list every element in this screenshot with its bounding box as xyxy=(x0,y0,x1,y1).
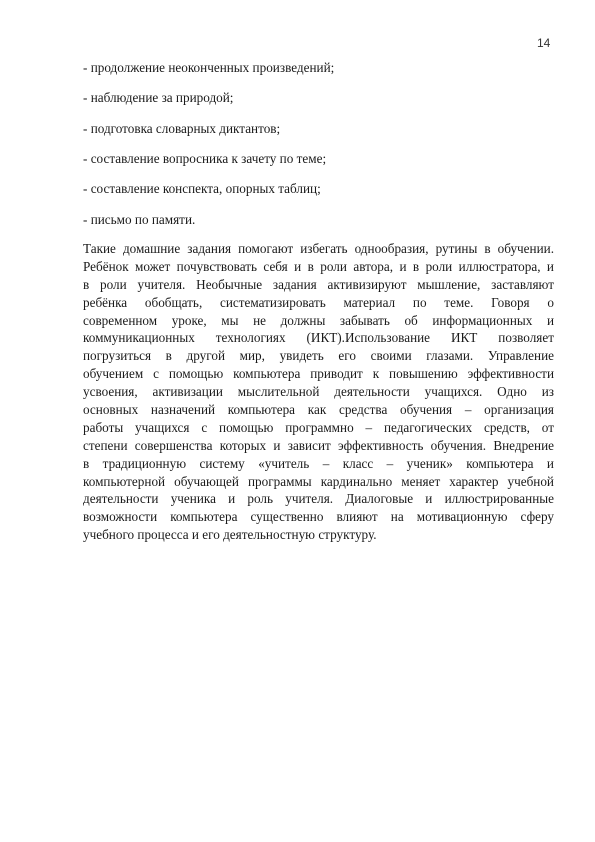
paragraph-line: Ребёнок может почувствовать себя и в роли автора, и в роли иллюстратора, и xyxy=(83,258,554,274)
paragraph-line: компьютерной обучающей программы кардинально меняет характер учебной xyxy=(83,473,554,489)
paragraph-line: обучением с помощью компьютера приводит к повышению эффективности xyxy=(83,366,554,382)
paragraph-line: погрузиться в другой мир, увидеть его своими глазами. Управление xyxy=(83,348,554,364)
paragraph-line: современном уроке, мы не должны забывать об информационных и xyxy=(83,312,554,328)
paragraph-line: степени совершенства которых и зависит эффективность обучения. Внедрение xyxy=(83,437,554,453)
list-item: - письмо по памяти. xyxy=(83,212,196,227)
list-item: - составление конспекта, опорных таблиц; xyxy=(83,181,321,196)
paragraph-line: работы учащихся с помощью программно – педагогических средств, от xyxy=(83,419,554,435)
list-item: - подготовка словарных диктантов; xyxy=(83,121,281,136)
paragraph-line: основных назначений компьютера как средства обучения – организация xyxy=(83,402,554,418)
paragraph-line: коммуникационных технологиях (ИКТ).Использование ИКТ позволяет xyxy=(83,330,554,346)
paragraph-line: учебного процесса и его деятельностную структуру. xyxy=(83,527,377,543)
paragraph-line: усвоения, активизации мыслительной деятельности учащихся. Одно из xyxy=(83,384,554,400)
paragraph-line: ребёнка обобщать, систематизировать материал по теме. Говоря о xyxy=(83,294,554,310)
list-item: - составление вопросника к зачету по теме; xyxy=(83,151,327,166)
paragraph-line: в традиционную систему «учитель – класс – ученик» компьютера и xyxy=(83,455,554,471)
paragraph-line: в роли учителя. Необычные задания активизируют мышление, заставляют xyxy=(83,276,554,292)
body-paragraph xyxy=(83,240,554,544)
paragraph-line: Такие домашние задания помогают избегать однообразия, рутины в обучении. xyxy=(83,241,554,256)
page-number: 14 xyxy=(537,36,551,50)
paragraph-line: деятельности ученика и роль учителя. Диалоговые и иллюстрированные xyxy=(83,491,554,507)
list-item: - продолжение неоконченных произведений; xyxy=(83,60,335,75)
paragraph-line: возможности компьютера существенно влияют на мотивационную сферу xyxy=(83,509,554,525)
list-item: - наблюдение за природой; xyxy=(83,90,234,105)
